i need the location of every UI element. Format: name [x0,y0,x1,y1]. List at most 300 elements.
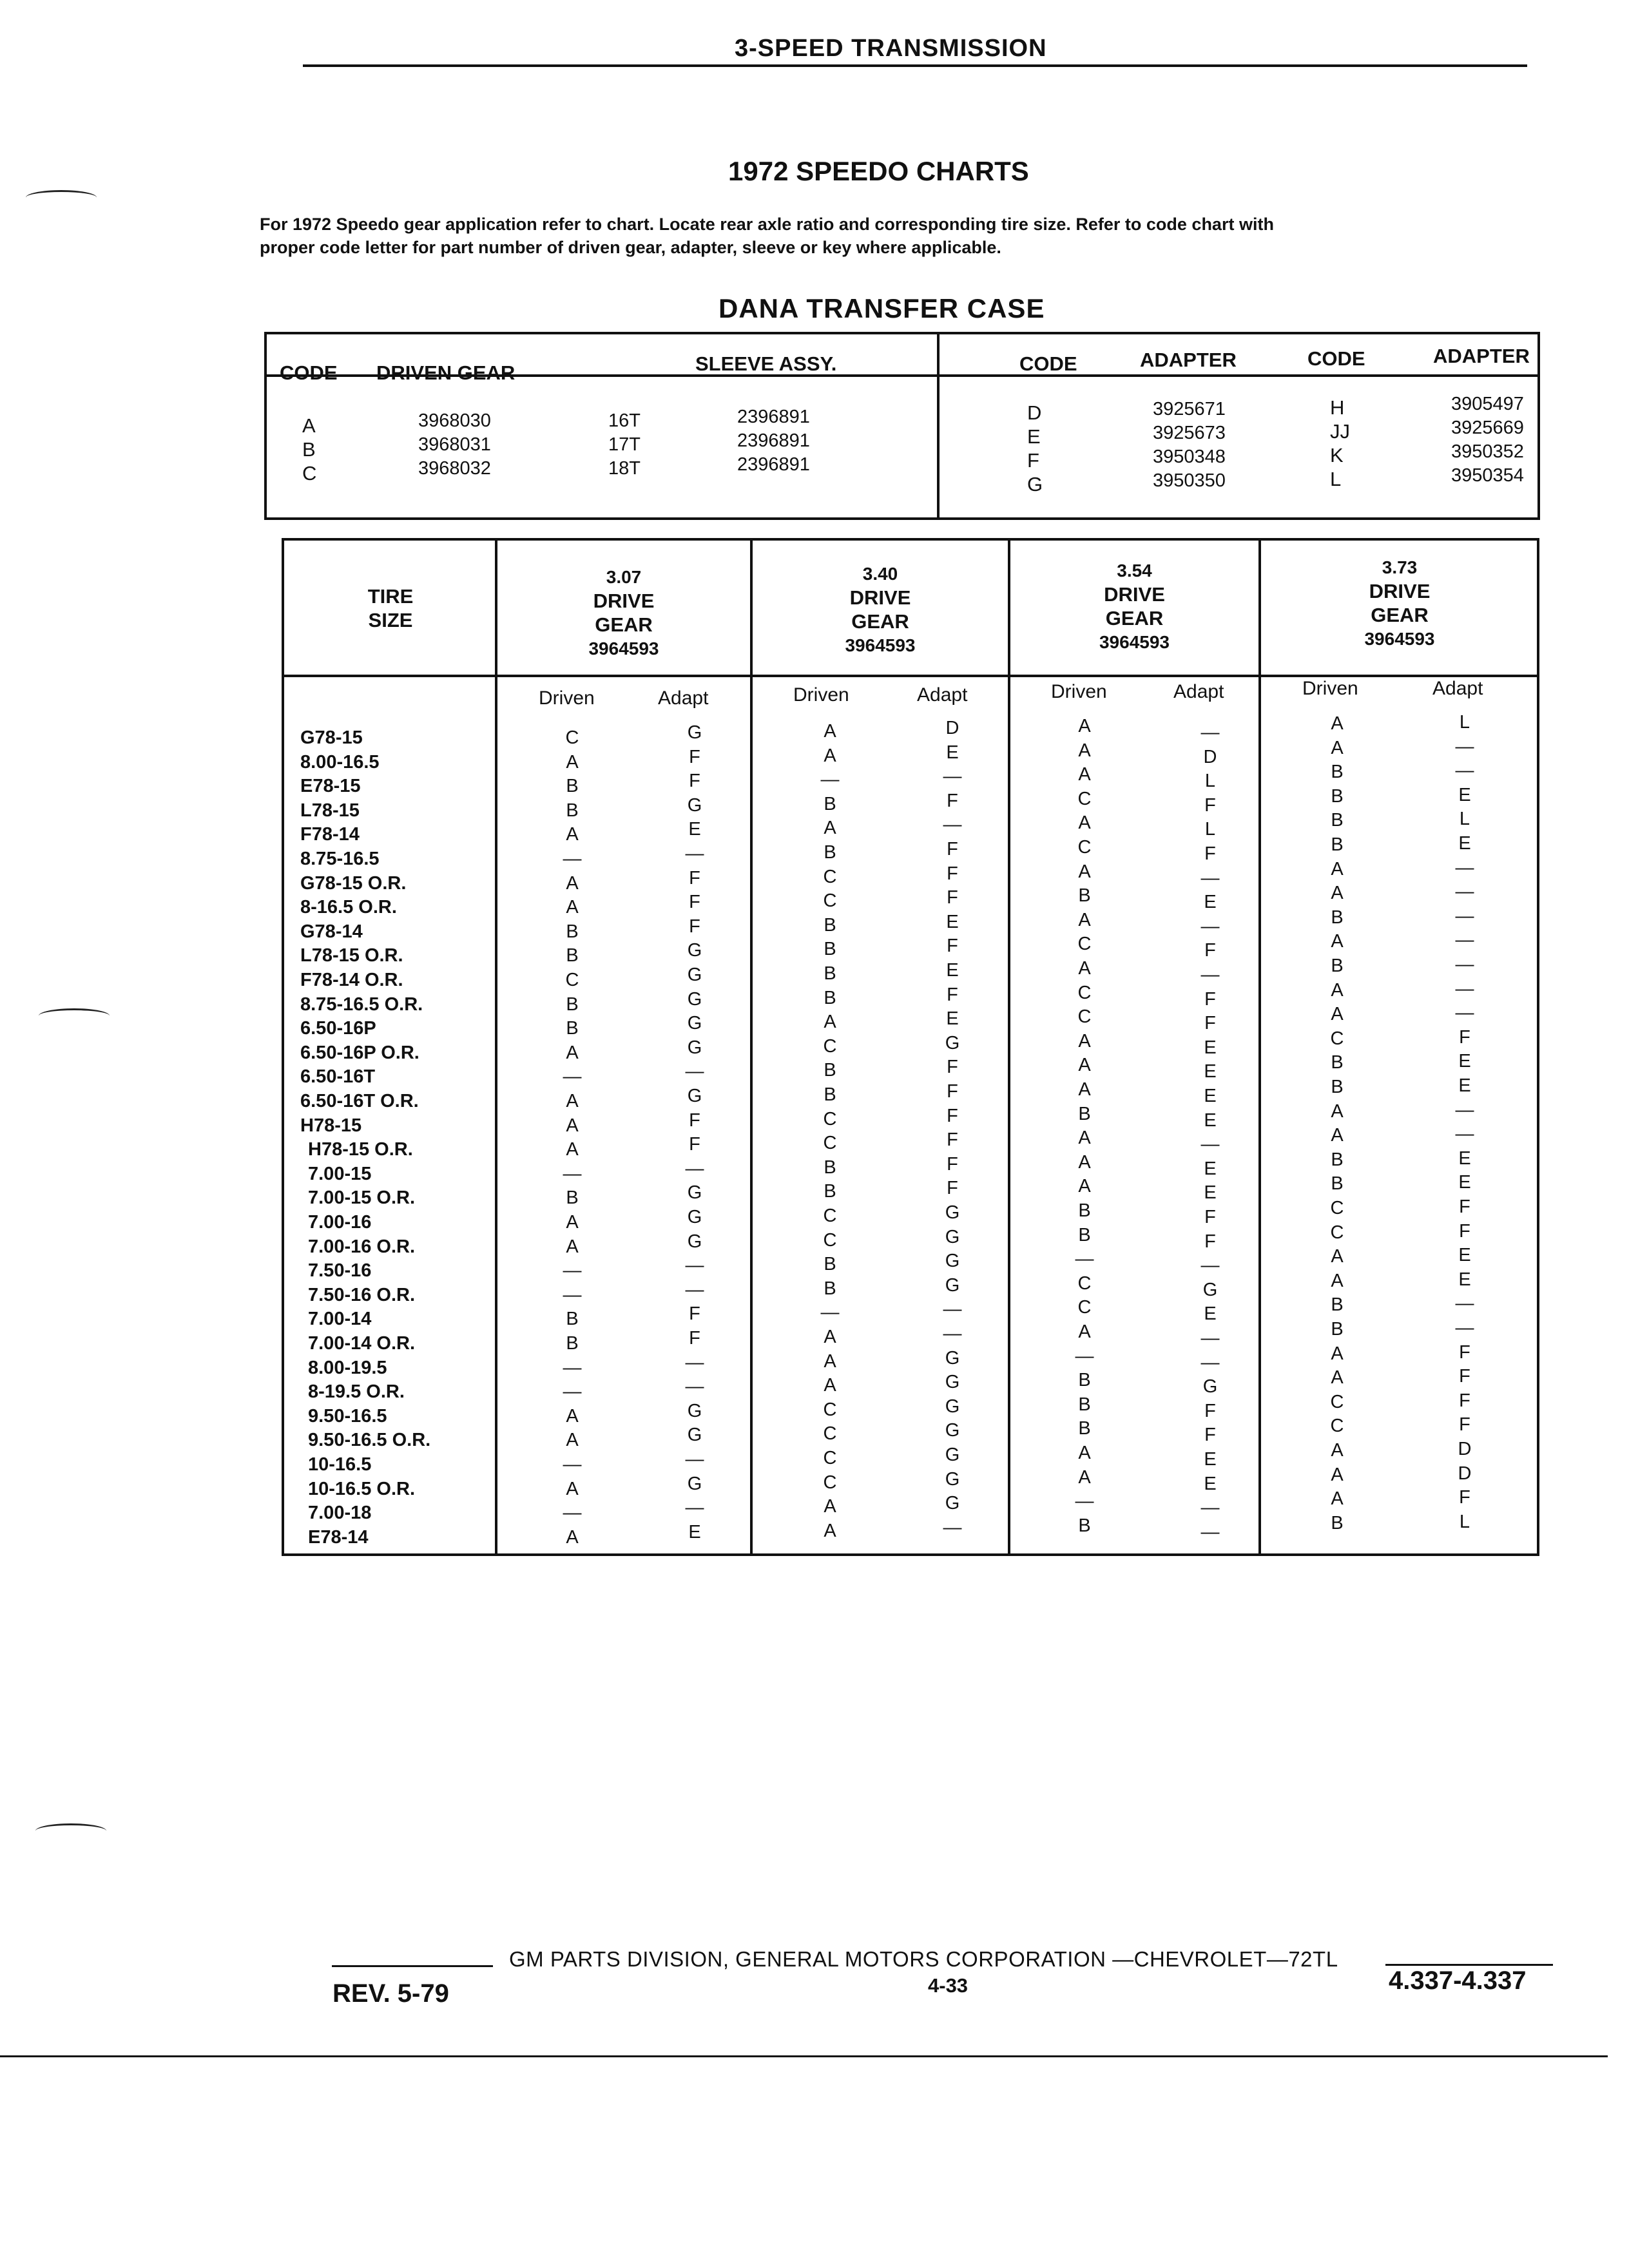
tire-size: 6.50-16T O.R. [300,1091,419,1111]
driven-code: A [824,721,836,742]
driven-code: C [1330,1416,1344,1437]
driven-code: C [565,970,579,990]
adapter-code: — [1200,867,1220,889]
axle-ratio: 3.07 [606,567,642,587]
adapter-code: G [687,1400,702,1421]
adapter-part-number: 3925673 [1153,423,1226,443]
adapter-code: G [687,1037,702,1058]
adapter-code: G [945,1226,960,1247]
adapter-code: — [1455,881,1474,903]
driven-code: C [823,1133,837,1154]
adapter-code: — [1455,978,1474,999]
driven-code: B [824,1181,836,1202]
adapter-code: F [1204,988,1216,1010]
gear-header [497,565,750,660]
part-number: 3968031 [418,434,491,455]
adapter-code: G [945,1347,960,1369]
adapter-code: G [687,1473,702,1494]
adapter-code: F [689,892,700,913]
driven-code: A [566,1139,579,1160]
adapter-part-number: 3950348 [1153,447,1226,467]
adapter-code: G [687,1231,702,1252]
driven-code: A [1331,858,1344,879]
driven-code: C [1330,1222,1344,1243]
driven-code: C [1077,837,1092,858]
adapter-code: E [1204,1061,1217,1082]
header-line: GEAR [1105,607,1164,629]
driven-code: B [824,987,836,1008]
header-line: SIZE [368,609,413,631]
driven-code: A [566,897,579,918]
driven-code: A [1331,979,1344,1001]
driven-code: A [824,1012,836,1033]
tire-size: E78-15 [300,776,361,797]
adapter-code: F [947,1057,958,1078]
adapter-code: F [1459,1196,1470,1217]
column-divider [937,334,940,517]
driven-code: B [824,1060,836,1081]
adapter-code: E [1458,1051,1471,1072]
adapter-code: — [943,814,962,836]
adapter-code: F [947,790,958,811]
adapter-code: F [689,1134,700,1155]
adapter-code: D [1203,746,1217,767]
adapter-code: D [945,718,959,738]
header-line: DRIVE [849,586,911,609]
adapter-code: F [1204,940,1216,961]
adapter-code: E [946,742,959,763]
driven-code: B [1078,1200,1091,1221]
driven-code: B [566,945,579,966]
footer-rule [0,2055,1608,2057]
driven-code: A [1078,1079,1091,1100]
driven-code: C [823,866,837,887]
footer-revision: REV. 5-79 [333,1979,449,2008]
code-letter: L [1330,468,1342,490]
adapter-code: E [688,819,701,840]
driven-code: B [824,842,836,863]
driven-code: — [820,769,840,791]
tire-size: 8.75-16.5 [300,849,380,869]
adapter-code: E [1204,1086,1217,1106]
adapter-code: F [1459,1341,1470,1363]
driven-code: — [820,1302,840,1323]
col-header-code: CODE [280,361,338,384]
adapter-code: F [947,936,958,957]
adapter-code: E [1458,784,1471,805]
adapter-code: — [1455,1293,1474,1314]
adapter-code: G [945,1202,960,1223]
driven-code: A [1331,931,1344,952]
adapter-code: F [947,839,958,860]
driven-subheader: Driven [539,687,595,709]
header-line: GEAR [595,613,653,636]
driven-code: C [823,1229,837,1251]
driven-code: B [824,1084,836,1105]
adapter-part-number: 3950352 [1451,441,1524,462]
adapter-code: E [1204,892,1217,913]
driven-code: A [566,1115,579,1136]
adapter-code: — [685,1497,704,1519]
driven-code: A [1078,764,1091,785]
driven-code: — [563,849,582,869]
code-letter: F [1027,449,1039,472]
driven-code: A [566,1478,579,1499]
tooth-count: 18T [608,458,641,479]
driven-code: C [1330,1028,1344,1049]
adapter-code: G [687,965,702,985]
header-line: DRIVE [1104,583,1165,606]
adapter-code: L [1204,771,1216,792]
col-header-code: CODE [1307,347,1365,370]
driven-code: C [1077,1297,1092,1318]
footer-code: 4.337-4.337 [1389,1966,1527,1995]
page-header [303,35,1527,71]
driven-code: B [1331,785,1344,807]
adapter-code: F [947,984,958,1005]
adapter-code: F [947,1105,958,1126]
driven-code: B [566,800,579,821]
adapter-code: — [685,1449,704,1470]
tire-size: E78-14 [308,1526,369,1548]
driven-code: C [1077,982,1092,1003]
adapter-code: — [1455,1099,1474,1120]
adapter-code: L [1459,809,1470,830]
gear-part-number: 3964593 [845,635,916,655]
driven-code: A [1078,861,1091,882]
tire-size: 7.00-15 [308,1163,372,1184]
adapter-code: — [1200,965,1220,985]
driven-code: A [1331,1343,1344,1364]
driven-code: C [565,727,579,748]
adapter-code: F [1459,1026,1470,1048]
adapter-part-number: 3950350 [1153,470,1226,491]
code-letter: B [302,438,316,461]
driven-code: A [566,1526,579,1548]
adapter-code: L [1459,712,1470,733]
intro-line: For 1972 Speedo gear application refer to chart. Locate rear axle ratio and corresponding tire size. Refer to code chart with [260,215,1274,234]
tire-size: H78-15 [300,1115,362,1136]
adapter-code: F [1459,1390,1470,1411]
driven-code: — [563,1163,582,1184]
adapter-code: F [947,1129,958,1151]
adapter-code: E [1458,1075,1471,1096]
driven-code: A [824,745,836,766]
tire-size: 6.50-16T [300,1066,376,1088]
driven-code: B [1331,1512,1344,1533]
adapter-code: F [689,916,700,937]
adapter-code: F [1204,1207,1216,1227]
driven-code: — [1075,1345,1094,1367]
driven-code: B [1331,1319,1344,1340]
adapter-code: E [1458,1148,1471,1169]
header-rule [303,64,1527,67]
tire-size: 7.00-14 O.R. [308,1333,416,1354]
driven-code: A [1331,1100,1344,1122]
adapter-code: — [1455,930,1474,951]
driven-code: A [1331,1125,1344,1146]
adapter-code: — [1455,760,1474,782]
driven-code: B [824,1278,836,1299]
driven-code: B [1331,1173,1344,1195]
column-divider [1258,541,1261,1553]
adapt-subheader: Adapt [658,687,709,709]
adapter-code: F [1204,1013,1216,1034]
footer-rule [1385,1964,1553,1966]
adapter-code: — [1200,1134,1220,1155]
driven-code: A [1331,737,1344,758]
tire-size: H78-15 O.R. [308,1139,413,1160]
driven-code: — [563,1503,582,1524]
driven-code: — [563,1066,582,1088]
adapter-code: — [943,1323,962,1344]
driven-code: — [563,1260,582,1282]
adapter-code: G [687,1086,702,1106]
tire-size: 6.50-16P [300,1018,376,1039]
driven-code: B [1078,1103,1091,1124]
adapter-code: F [689,746,700,767]
adapter-part-number: 3905497 [1451,394,1524,414]
adapter-part-number: 3950354 [1451,465,1524,486]
driven-code: B [824,793,836,814]
adapter-code: F [1459,1220,1470,1242]
col-header-sleeve: SLEEVE ASSY. [695,352,837,375]
driven-code: A [566,824,579,845]
driven-code: B [1078,1370,1091,1391]
tire-size: 8.75-16.5 O.R. [300,994,423,1015]
adapter-code: G [945,1032,960,1053]
adapter-code: — [685,1279,704,1300]
driven-code: A [1331,1440,1344,1461]
driven-code: C [823,1035,837,1057]
driven-code: B [1331,907,1344,928]
driven-code: — [1075,1249,1094,1270]
driven-code: A [1331,1464,1344,1485]
driven-code: C [823,1108,837,1129]
code-letter: JJ [1330,420,1350,443]
driven-code: B [1331,810,1344,831]
adapter-code: E [946,911,959,932]
scan-mark [35,1823,106,1838]
adapter-code: E [1458,833,1471,854]
col-header-adapter: ADAPTER [1433,345,1530,367]
adapter-code: G [687,794,702,816]
part-number: 3968030 [418,410,491,431]
driven-code: — [563,1454,582,1475]
axle-ratio: 3.54 [1117,561,1152,581]
driven-subheader: Driven [1302,678,1358,699]
driven-code: B [566,1333,579,1354]
driven-code: A [824,1327,836,1347]
driven-code: C [823,1206,837,1226]
adapter-code: — [1200,1497,1220,1519]
footer-page-number: 4-33 [928,1974,969,1997]
adapt-subheader: Adapt [917,684,968,706]
code-letter: K [1330,444,1344,466]
driven-code: A [1331,1004,1344,1025]
driven-code: A [1078,958,1091,979]
driven-code: A [1331,1246,1344,1267]
adapter-part-number: 3925669 [1451,418,1524,438]
driven-code: A [566,1042,579,1063]
driven-code: B [824,1254,836,1275]
driven-code: A [1078,909,1091,930]
dana-title: DANA TRANSFER CASE [718,293,1045,323]
adapter-code: — [1200,1352,1220,1373]
adapter-code: F [1459,1366,1470,1387]
header-line: TIRE [367,585,414,608]
driven-code: B [824,963,836,984]
adapter-code: E [1458,1269,1471,1290]
driven-code: B [1331,762,1344,783]
driven-code: A [824,818,836,839]
axle-ratio: 3.73 [1382,557,1418,577]
driven-code: B [824,914,836,936]
driven-code: B [1078,1515,1091,1536]
driven-code: A [824,1496,836,1517]
adapter-code: F [1204,1425,1216,1446]
sleeve-part-number: 2396891 [737,407,810,427]
driven-code: C [823,1472,837,1493]
adapter-code: — [1200,1255,1220,1276]
tire-size: G78-14 [300,921,363,942]
driven-code: C [1077,1006,1092,1028]
tire-size: 7.00-15 O.R. [308,1187,416,1209]
code-letter: H [1330,396,1345,419]
adapter-code: E [1204,1037,1217,1058]
adapter-code: G [945,1493,960,1514]
tire-size: 9.50-16.5 O.R. [308,1430,431,1451]
adapter-code: G [945,1468,960,1490]
driven-subheader: Driven [793,684,849,706]
adapter-code: F [689,1110,700,1131]
footer-publisher: GM PARTS DIVISION, GENERAL MOTORS CORPORATION —CHEVROLET—72TL [509,1947,1338,1971]
tire-size: 7.00-16 O.R. [308,1236,416,1257]
tire-size: 6.50-16P O.R. [300,1042,419,1063]
driven-code: A [1078,740,1091,761]
header-line: DRIVE [1369,580,1431,602]
driven-code: A [1078,1030,1091,1052]
driven-code: B [824,939,836,960]
header-line: GEAR [851,610,909,633]
driven-code: B [1078,1224,1091,1245]
driven-code: B [1331,834,1344,855]
gear-header [1010,559,1258,654]
tire-size: 10-16.5 [308,1454,372,1475]
driven-code: B [1331,1294,1344,1316]
adapter-code: F [947,887,958,908]
adapter-code: G [687,1425,702,1446]
col-header-driven-gear: DRIVEN GEAR [376,361,516,384]
tire-size: 7.50-16 O.R. [308,1284,416,1305]
adapter-code: F [1204,794,1216,816]
adapter-part-number: 3925671 [1153,399,1226,419]
adapter-code: — [685,1352,704,1373]
driven-code: A [824,1520,836,1541]
driven-code: B [566,1309,579,1330]
adapter-code: G [687,722,702,743]
chart-title: 1972 SPEEDO CHARTS [728,156,1029,186]
adapter-code: G [1202,1279,1218,1300]
adapter-code: E [946,960,959,981]
adapter-code: F [947,1178,958,1199]
driven-code: — [563,1357,582,1378]
driven-code: B [566,1187,579,1209]
adapter-code: E [1458,1172,1471,1193]
driven-code: C [823,1399,837,1420]
tire-size: L78-15 O.R. [300,945,403,966]
adapter-code: F [689,771,700,792]
tire-size: 7.00-14 [308,1309,372,1330]
tire-size: 8-19.5 O.R. [308,1381,405,1403]
driven-code: A [1078,1466,1091,1488]
gear-part-number: 3964593 [1364,629,1435,649]
driven-code: C [1077,934,1092,955]
driven-code: B [1078,1418,1091,1439]
driven-code: A [1331,1488,1344,1510]
adapter-code: — [685,1376,704,1398]
driven-code: C [823,1448,837,1468]
adapter-code: E [1458,1245,1471,1266]
driven-code: B [566,776,579,797]
adapter-code: L [1459,1511,1470,1532]
driven-code: C [823,1423,837,1445]
adapter-code: E [1204,1158,1217,1179]
adapter-code: — [1200,1521,1220,1542]
code-letter: A [302,414,316,437]
code-letter: D [1027,401,1042,424]
col-header-adapter: ADAPTER [1140,349,1237,371]
adapter-code: — [685,843,704,864]
adapter-code: F [689,1328,700,1349]
adapter-code: — [943,1299,962,1320]
gear-header [753,562,1008,657]
driven-code: A [566,1405,579,1427]
driven-code: A [1331,1367,1344,1389]
adapter-code: E [688,1521,701,1542]
driven-code: B [1078,1394,1091,1415]
driven-code: A [566,1236,579,1257]
driven-code: B [566,1018,579,1039]
tire-size: F78-14 O.R. [300,970,403,990]
driven-code: A [566,1430,579,1451]
adapter-code: — [1200,1328,1220,1349]
footer-rule [332,1965,493,1967]
adapter-code: — [1200,916,1220,937]
driven-code: C [1330,1198,1344,1218]
sleeve-part-number: 2396891 [737,454,810,475]
tire-size: L78-15 [300,800,360,821]
tire-size: 7.00-16 [308,1212,372,1233]
driven-subheader: Driven [1051,681,1107,702]
driven-code: A [824,1375,836,1396]
adapter-code: E [946,1008,959,1030]
driven-code: A [1331,1270,1344,1291]
driven-code: C [1077,1273,1092,1294]
adapter-code: — [1200,722,1220,743]
adapter-code: F [1204,1231,1216,1252]
tire-size: G78-15 O.R. [300,872,407,894]
driven-code: B [824,1157,836,1178]
scan-mark [39,1008,110,1023]
axle-ratio: 3.40 [862,564,898,584]
col-header-code: CODE [1019,352,1077,375]
adapter-code: — [1455,905,1474,927]
adapter-code: G [945,1445,960,1465]
tire-size: 8.00-19.5 [308,1357,387,1378]
driven-code: A [1331,883,1344,904]
driven-code: A [1078,716,1091,736]
